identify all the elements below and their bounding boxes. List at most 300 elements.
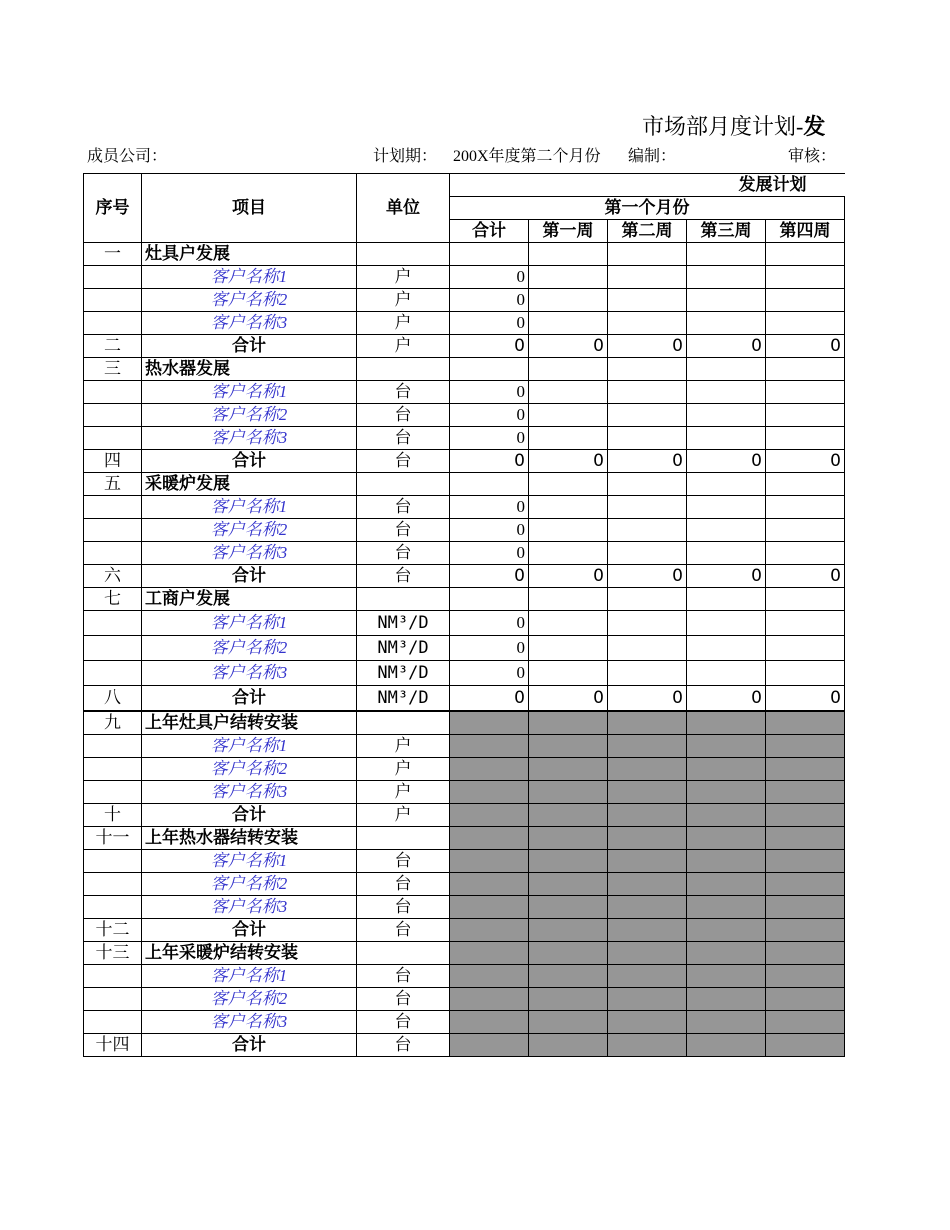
- week3-cell[interactable]: [687, 404, 766, 427]
- seq-cell[interactable]: [84, 964, 142, 987]
- week2-cell[interactable]: [608, 542, 687, 565]
- week4-cell[interactable]: 0: [766, 686, 845, 711]
- total-cell[interactable]: 0: [450, 519, 529, 542]
- item-cell[interactable]: 客户名称2: [142, 289, 357, 312]
- item-cell[interactable]: 客户名称3: [142, 542, 357, 565]
- week4-cell[interactable]: [766, 872, 845, 895]
- week2-cell[interactable]: [608, 427, 687, 450]
- plan-period-value[interactable]: 200X年度第二个月份: [453, 148, 601, 165]
- item-cell[interactable]: 客户名称1: [142, 611, 357, 636]
- week2-cell[interactable]: [608, 1010, 687, 1033]
- week1-cell[interactable]: [529, 358, 608, 381]
- week3-cell[interactable]: [687, 734, 766, 757]
- reviewer-label: 审核：: [788, 148, 837, 165]
- week3-cell[interactable]: [687, 987, 766, 1010]
- unit-cell[interactable]: 台: [357, 1010, 450, 1033]
- week4-cell[interactable]: [766, 588, 845, 611]
- week3-cell[interactable]: 0: [687, 565, 766, 588]
- total-cell[interactable]: 0: [450, 565, 529, 588]
- week1-cell[interactable]: [529, 757, 608, 780]
- seq-cell[interactable]: [84, 312, 142, 335]
- item-cell[interactable]: 上年热水器结转安装: [142, 826, 357, 849]
- seq-cell[interactable]: 四: [84, 450, 142, 473]
- seq-cell[interactable]: [84, 987, 142, 1010]
- week1-cell[interactable]: [529, 312, 608, 335]
- total-cell[interactable]: [450, 780, 529, 803]
- week4-cell[interactable]: [766, 243, 845, 266]
- week2-cell[interactable]: [608, 312, 687, 335]
- week1-cell[interactable]: [529, 542, 608, 565]
- subtotal-row: [84, 803, 845, 826]
- total-cell[interactable]: 0: [450, 636, 529, 661]
- header-col-total[interactable]: 合计: [450, 220, 529, 243]
- week2-cell[interactable]: [608, 611, 687, 636]
- seq-cell[interactable]: 五: [84, 473, 142, 496]
- seq-cell[interactable]: [84, 519, 142, 542]
- seq-cell[interactable]: 一: [84, 243, 142, 266]
- seq-cell[interactable]: 十二: [84, 918, 142, 941]
- unit-cell[interactable]: 台: [357, 496, 450, 519]
- week4-cell[interactable]: [766, 519, 845, 542]
- total-cell[interactable]: 0: [450, 335, 529, 358]
- total-cell[interactable]: 0: [450, 381, 529, 404]
- week4-cell[interactable]: [766, 636, 845, 661]
- week1-cell[interactable]: [529, 849, 608, 872]
- week3-cell[interactable]: [687, 289, 766, 312]
- week1-cell[interactable]: 0: [529, 686, 608, 711]
- item-cell[interactable]: 客户名称3: [142, 661, 357, 686]
- unit-cell[interactable]: 户: [357, 803, 450, 826]
- week4-cell[interactable]: [766, 427, 845, 450]
- week3-cell[interactable]: [687, 1010, 766, 1033]
- week1-cell[interactable]: [529, 611, 608, 636]
- unit-cell[interactable]: 户: [357, 289, 450, 312]
- week1-cell[interactable]: [529, 964, 608, 987]
- week4-cell[interactable]: [766, 757, 845, 780]
- total-cell[interactable]: [450, 803, 529, 826]
- item-cell[interactable]: 合计: [142, 686, 357, 711]
- item-cell[interactable]: 客户名称3: [142, 1010, 357, 1033]
- week2-cell[interactable]: [608, 711, 687, 735]
- total-cell[interactable]: 0: [450, 686, 529, 711]
- week3-cell[interactable]: [687, 542, 766, 565]
- unit-cell[interactable]: 台: [357, 542, 450, 565]
- item-cell[interactable]: 合计: [142, 918, 357, 941]
- week3-cell[interactable]: [687, 826, 766, 849]
- header-dev-plan[interactable]: 发展计划: [450, 174, 845, 197]
- week3-cell[interactable]: [687, 918, 766, 941]
- week3-cell[interactable]: [687, 611, 766, 636]
- week1-cell[interactable]: [529, 1033, 608, 1056]
- item-cell[interactable]: 客户名称1: [142, 496, 357, 519]
- total-cell[interactable]: 0: [450, 496, 529, 519]
- week1-cell[interactable]: [529, 519, 608, 542]
- item-cell[interactable]: 工商户发展: [142, 588, 357, 611]
- seq-cell[interactable]: [84, 636, 142, 661]
- seq-cell[interactable]: [84, 427, 142, 450]
- total-cell[interactable]: [450, 757, 529, 780]
- total-cell[interactable]: [450, 588, 529, 611]
- item-cell[interactable]: 客户名称2: [142, 519, 357, 542]
- week2-cell[interactable]: [608, 918, 687, 941]
- unit-cell[interactable]: 台: [357, 427, 450, 450]
- week4-cell[interactable]: [766, 803, 845, 826]
- week2-cell[interactable]: [608, 987, 687, 1010]
- week2-cell[interactable]: 0: [608, 565, 687, 588]
- week4-cell[interactable]: [766, 1033, 845, 1056]
- week3-cell[interactable]: [687, 780, 766, 803]
- week2-cell[interactable]: [608, 381, 687, 404]
- week3-cell[interactable]: [687, 588, 766, 611]
- seq-cell[interactable]: 十三: [84, 941, 142, 964]
- seq-cell[interactable]: [84, 404, 142, 427]
- week4-cell[interactable]: [766, 941, 845, 964]
- unit-cell[interactable]: 台: [357, 918, 450, 941]
- total-cell[interactable]: [450, 711, 529, 735]
- unit-cell[interactable]: [357, 243, 450, 266]
- total-cell[interactable]: [450, 1033, 529, 1056]
- week3-cell[interactable]: [687, 964, 766, 987]
- week3-cell[interactable]: [687, 661, 766, 686]
- week4-cell[interactable]: [766, 780, 845, 803]
- week4-cell[interactable]: [766, 661, 845, 686]
- week3-cell[interactable]: [687, 803, 766, 826]
- week2-cell[interactable]: [608, 757, 687, 780]
- week3-cell[interactable]: [687, 381, 766, 404]
- unit-cell[interactable]: 户: [357, 734, 450, 757]
- week3-cell[interactable]: [687, 266, 766, 289]
- total-cell[interactable]: [450, 826, 529, 849]
- item-cell[interactable]: 客户名称3: [142, 895, 357, 918]
- unit-cell[interactable]: 户: [357, 266, 450, 289]
- week1-cell[interactable]: 0: [529, 450, 608, 473]
- total-cell[interactable]: 0: [450, 266, 529, 289]
- total-cell[interactable]: [450, 964, 529, 987]
- unit-cell[interactable]: 台: [357, 450, 450, 473]
- week4-cell[interactable]: 0: [766, 565, 845, 588]
- seq-cell[interactable]: [84, 780, 142, 803]
- plan-table: [83, 173, 845, 1057]
- unit-cell[interactable]: NM³/D: [357, 661, 450, 686]
- week3-cell[interactable]: [687, 243, 766, 266]
- week3-cell[interactable]: [687, 757, 766, 780]
- seq-cell[interactable]: 七: [84, 588, 142, 611]
- header-col-week4[interactable]: 第四周: [766, 220, 845, 243]
- unit-cell[interactable]: 台: [357, 964, 450, 987]
- week1-cell[interactable]: [529, 780, 608, 803]
- total-cell[interactable]: 0: [450, 289, 529, 312]
- week3-cell[interactable]: [687, 312, 766, 335]
- unit-cell[interactable]: 台: [357, 987, 450, 1010]
- week1-cell[interactable]: [529, 987, 608, 1010]
- item-cell[interactable]: 客户名称1: [142, 734, 357, 757]
- week1-cell[interactable]: [529, 918, 608, 941]
- member-company-label: 成员公司：: [87, 148, 168, 165]
- week3-cell[interactable]: [687, 849, 766, 872]
- week4-cell[interactable]: [766, 266, 845, 289]
- week1-cell[interactable]: [529, 381, 608, 404]
- unit-cell[interactable]: 台: [357, 404, 450, 427]
- week2-cell[interactable]: [608, 849, 687, 872]
- item-cell[interactable]: 合计: [142, 565, 357, 588]
- week1-cell[interactable]: [529, 289, 608, 312]
- seq-cell[interactable]: [84, 266, 142, 289]
- item-cell[interactable]: 客户名称3: [142, 312, 357, 335]
- week4-cell[interactable]: [766, 289, 845, 312]
- week1-cell[interactable]: [529, 473, 608, 496]
- week1-cell[interactable]: [529, 1010, 608, 1033]
- week1-cell[interactable]: [529, 895, 608, 918]
- unit-cell[interactable]: [357, 588, 450, 611]
- week2-cell[interactable]: 0: [608, 450, 687, 473]
- header-col-week1[interactable]: 第一周: [529, 220, 608, 243]
- week3-cell[interactable]: [687, 895, 766, 918]
- header-unit[interactable]: 单位: [357, 174, 450, 243]
- table-row: [84, 519, 845, 542]
- week4-cell[interactable]: [766, 312, 845, 335]
- week3-cell[interactable]: [687, 496, 766, 519]
- seq-cell[interactable]: [84, 661, 142, 686]
- week4-cell[interactable]: 0: [766, 335, 845, 358]
- week3-cell[interactable]: [687, 711, 766, 735]
- total-cell[interactable]: [450, 849, 529, 872]
- seq-cell[interactable]: [84, 611, 142, 636]
- week3-cell[interactable]: [687, 473, 766, 496]
- item-cell[interactable]: 客户名称2: [142, 404, 357, 427]
- table-row: [84, 661, 845, 686]
- item-cell[interactable]: 采暖炉发展: [142, 473, 357, 496]
- unit-cell[interactable]: [357, 941, 450, 964]
- week4-cell[interactable]: [766, 711, 845, 735]
- week1-cell[interactable]: [529, 826, 608, 849]
- total-cell[interactable]: [450, 1010, 529, 1033]
- item-cell[interactable]: 合计: [142, 450, 357, 473]
- week1-cell[interactable]: [529, 803, 608, 826]
- total-cell[interactable]: 0: [450, 312, 529, 335]
- header-col-week2[interactable]: 第二周: [608, 220, 687, 243]
- seq-cell[interactable]: [84, 895, 142, 918]
- subtotal-row: [84, 918, 845, 941]
- seq-cell[interactable]: 三: [84, 358, 142, 381]
- seq-cell[interactable]: [84, 757, 142, 780]
- week3-cell[interactable]: [687, 358, 766, 381]
- week4-cell[interactable]: 0: [766, 450, 845, 473]
- seq-cell[interactable]: 十一: [84, 826, 142, 849]
- table-row: [84, 964, 845, 987]
- week4-cell[interactable]: [766, 1010, 845, 1033]
- seq-cell[interactable]: [84, 849, 142, 872]
- total-cell[interactable]: 0: [450, 542, 529, 565]
- week3-cell[interactable]: [687, 941, 766, 964]
- seq-cell[interactable]: 八: [84, 686, 142, 711]
- week4-cell[interactable]: [766, 404, 845, 427]
- unit-cell[interactable]: 户: [357, 757, 450, 780]
- total-cell[interactable]: 0: [450, 450, 529, 473]
- item-cell[interactable]: 合计: [142, 335, 357, 358]
- seq-cell[interactable]: 六: [84, 565, 142, 588]
- seq-cell[interactable]: [84, 381, 142, 404]
- seq-cell[interactable]: [84, 289, 142, 312]
- week4-cell[interactable]: [766, 381, 845, 404]
- header-col-week3[interactable]: 第三周: [687, 220, 766, 243]
- seq-cell[interactable]: [84, 496, 142, 519]
- week2-cell[interactable]: [608, 1033, 687, 1056]
- table-row: [84, 757, 845, 780]
- week2-cell[interactable]: [608, 289, 687, 312]
- week1-cell[interactable]: [529, 941, 608, 964]
- week2-cell[interactable]: [608, 780, 687, 803]
- unit-cell[interactable]: [357, 473, 450, 496]
- item-cell[interactable]: 热水器发展: [142, 358, 357, 381]
- week1-cell[interactable]: [529, 636, 608, 661]
- total-cell[interactable]: 0: [450, 661, 529, 686]
- unit-cell[interactable]: 台: [357, 1033, 450, 1056]
- week4-cell[interactable]: [766, 849, 845, 872]
- item-cell[interactable]: 客户名称1: [142, 381, 357, 404]
- week1-cell[interactable]: 0: [529, 565, 608, 588]
- week4-cell[interactable]: [766, 611, 845, 636]
- seq-cell[interactable]: 二: [84, 335, 142, 358]
- week3-cell[interactable]: 0: [687, 450, 766, 473]
- unit-cell[interactable]: 台: [357, 849, 450, 872]
- unit-cell[interactable]: [357, 711, 450, 735]
- week2-cell[interactable]: [608, 404, 687, 427]
- unit-cell[interactable]: 台: [357, 565, 450, 588]
- seq-cell[interactable]: 九: [84, 711, 142, 735]
- total-cell[interactable]: [450, 918, 529, 941]
- item-cell[interactable]: 客户名称2: [142, 636, 357, 661]
- seq-cell[interactable]: 十四: [84, 1033, 142, 1056]
- week2-cell[interactable]: [608, 826, 687, 849]
- total-cell[interactable]: [450, 941, 529, 964]
- week2-cell[interactable]: 0: [608, 335, 687, 358]
- week3-cell[interactable]: [687, 636, 766, 661]
- item-cell[interactable]: 客户名称1: [142, 964, 357, 987]
- header-month[interactable]: 第一个月份: [450, 197, 845, 220]
- week4-cell[interactable]: [766, 473, 845, 496]
- week2-cell[interactable]: [608, 358, 687, 381]
- week1-cell[interactable]: [529, 734, 608, 757]
- week4-cell[interactable]: [766, 542, 845, 565]
- unit-cell[interactable]: [357, 358, 450, 381]
- week3-cell[interactable]: 0: [687, 686, 766, 711]
- header-seq[interactable]: 序号: [84, 174, 142, 243]
- week2-cell[interactable]: [608, 941, 687, 964]
- unit-cell[interactable]: 户: [357, 312, 450, 335]
- week2-cell[interactable]: [608, 636, 687, 661]
- total-cell[interactable]: [450, 243, 529, 266]
- total-cell[interactable]: [450, 987, 529, 1010]
- week4-cell[interactable]: [766, 895, 845, 918]
- week2-cell[interactable]: [608, 872, 687, 895]
- week2-cell[interactable]: [608, 519, 687, 542]
- total-cell[interactable]: [450, 872, 529, 895]
- unit-cell[interactable]: NM³/D: [357, 686, 450, 711]
- week2-cell[interactable]: [608, 734, 687, 757]
- week2-cell[interactable]: [608, 473, 687, 496]
- week4-cell[interactable]: [766, 734, 845, 757]
- week3-cell[interactable]: [687, 1033, 766, 1056]
- item-cell[interactable]: 客户名称3: [142, 780, 357, 803]
- item-cell[interactable]: 客户名称2: [142, 987, 357, 1010]
- item-cell[interactable]: 上年灶具户结转安装: [142, 711, 357, 735]
- seq-cell[interactable]: [84, 734, 142, 757]
- week2-cell[interactable]: [608, 964, 687, 987]
- item-cell[interactable]: 客户名称2: [142, 872, 357, 895]
- total-cell[interactable]: 0: [450, 404, 529, 427]
- week4-cell[interactable]: [766, 964, 845, 987]
- week1-cell[interactable]: [529, 404, 608, 427]
- week1-cell[interactable]: [529, 243, 608, 266]
- week3-cell[interactable]: [687, 519, 766, 542]
- unit-cell[interactable]: NM³/D: [357, 636, 450, 661]
- week2-cell[interactable]: [608, 266, 687, 289]
- item-cell[interactable]: 客户名称2: [142, 757, 357, 780]
- unit-cell[interactable]: 台: [357, 519, 450, 542]
- unit-cell[interactable]: 台: [357, 895, 450, 918]
- week4-cell[interactable]: [766, 496, 845, 519]
- total-cell[interactable]: [450, 734, 529, 757]
- unit-cell[interactable]: NM³/D: [357, 611, 450, 636]
- week4-cell[interactable]: [766, 918, 845, 941]
- week4-cell[interactable]: [766, 987, 845, 1010]
- item-cell[interactable]: 客户名称3: [142, 427, 357, 450]
- week1-cell[interactable]: 0: [529, 335, 608, 358]
- total-cell[interactable]: [450, 473, 529, 496]
- item-cell[interactable]: 客户名称1: [142, 266, 357, 289]
- item-cell[interactable]: 合计: [142, 1033, 357, 1056]
- week1-cell[interactable]: [529, 496, 608, 519]
- seq-cell[interactable]: [84, 542, 142, 565]
- total-cell[interactable]: 0: [450, 427, 529, 450]
- item-cell[interactable]: 合计: [142, 803, 357, 826]
- total-cell[interactable]: [450, 895, 529, 918]
- week2-cell[interactable]: [608, 661, 687, 686]
- unit-cell[interactable]: 台: [357, 381, 450, 404]
- week2-cell[interactable]: [608, 803, 687, 826]
- total-cell[interactable]: [450, 358, 529, 381]
- week3-cell[interactable]: [687, 872, 766, 895]
- week3-cell[interactable]: [687, 427, 766, 450]
- unit-cell[interactable]: 台: [357, 872, 450, 895]
- item-cell[interactable]: 客户名称1: [142, 849, 357, 872]
- total-cell[interactable]: 0: [450, 611, 529, 636]
- week2-cell[interactable]: [608, 243, 687, 266]
- seq-cell[interactable]: [84, 1010, 142, 1033]
- week2-cell[interactable]: 0: [608, 686, 687, 711]
- item-cell[interactable]: 灶具户发展: [142, 243, 357, 266]
- item-cell[interactable]: 上年采暖炉结转安装: [142, 941, 357, 964]
- week4-cell[interactable]: [766, 358, 845, 381]
- seq-cell[interactable]: 十: [84, 803, 142, 826]
- week1-cell[interactable]: [529, 427, 608, 450]
- week4-cell[interactable]: [766, 826, 845, 849]
- header-item[interactable]: 项目: [142, 174, 357, 243]
- unit-cell[interactable]: [357, 826, 450, 849]
- week1-cell[interactable]: [529, 661, 608, 686]
- seq-cell[interactable]: [84, 872, 142, 895]
- week1-cell[interactable]: [529, 266, 608, 289]
- unit-cell[interactable]: 户: [357, 335, 450, 358]
- week2-cell[interactable]: [608, 895, 687, 918]
- week1-cell[interactable]: [529, 588, 608, 611]
- unit-cell[interactable]: 户: [357, 780, 450, 803]
- week2-cell[interactable]: [608, 496, 687, 519]
- week3-cell[interactable]: 0: [687, 335, 766, 358]
- week1-cell[interactable]: [529, 711, 608, 735]
- week1-cell[interactable]: [529, 872, 608, 895]
- week2-cell[interactable]: [608, 588, 687, 611]
